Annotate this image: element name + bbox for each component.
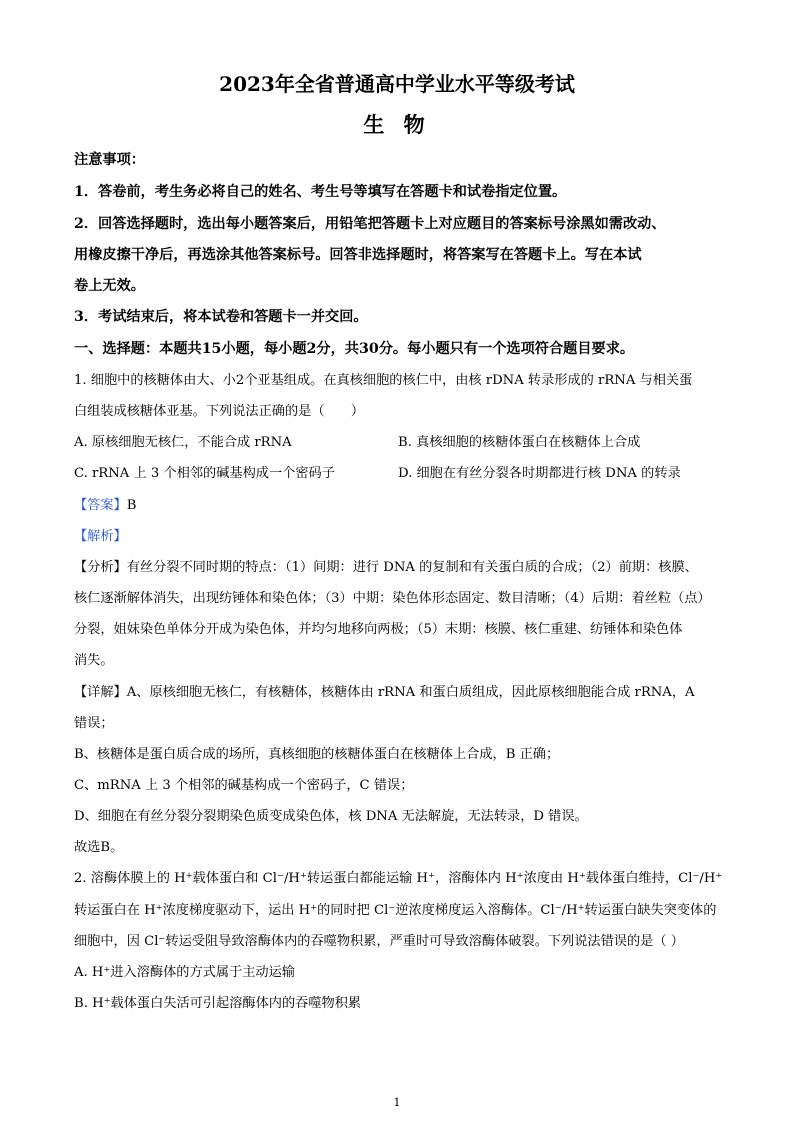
- q1-detail-d: D、细胞在有丝分裂分裂期染色质变成染色体，核 DNA 无法解旋，无法转录，D 错误。: [74, 809, 588, 824]
- fenxi-tag: 【分析】: [74, 560, 127, 575]
- q2-stem-cont: 转运蛋白在 H⁺浓度梯度驱动下，运出 H⁺的同时把 Cl⁻逆浓度梯度运入溶酶体。Cl⁻/H⁺转运蛋白缺失突变体的: [74, 903, 717, 918]
- q1-conclusion: 故选B。: [74, 840, 124, 855]
- q1-option-b: B. 真核细胞的核糖体蛋白在核糖体上合成: [398, 435, 641, 450]
- q1-stem: 1. 细胞中的核糖体由大、小2个亚基组成。在真核细胞的核仁中，由核 rDNA 转录形成的 rRNA 与相关蛋: [74, 373, 693, 388]
- q1-detail-cont: 错误；: [74, 716, 114, 731]
- q1-detail-c: C、mRNA 上 3 个相邻的碱基构成一个密码子，C 错误；: [74, 778, 414, 793]
- q1-analysis: [74, 528, 127, 546]
- notice-item-1: 1．答卷前，考生务必将自己的姓名、考生号等填写在答题卡和试卷指定位置。: [74, 184, 567, 200]
- notice-item-2: 2．回答选择题时，选出每小题答案后，用铅笔把答题卡上对应题目的答案标号涂黑如需改动、: [74, 216, 666, 232]
- q1-answer: [74, 497, 136, 515]
- section-heading: 一、选择题：本题共15小题，每小题2分，共30分。每小题只有一个选项符合题目要求。: [74, 341, 635, 357]
- q2-stem-cont: 细胞中，因 Cl⁻转运受阻导致溶酶体内的吞噬物积累，严重时可导致溶酶体破裂。下列说法错误的是（ ）: [74, 934, 684, 949]
- q1-option-c: C. rRNA 上 3 个相邻的碱基构成一个密码子: [74, 466, 335, 481]
- notice-item-2-cont: 用橡皮擦干净后，再选涂其他答案标号。回答非选择题时，将答案写在答题卡上。写在本试: [74, 247, 642, 263]
- q1-option-a: A. 原核细胞无核仁，不能合成 rRNA: [74, 435, 292, 450]
- answer-value: B: [126, 498, 137, 513]
- q1-detail: [74, 684, 695, 702]
- exam-title: 2023年全省普通高中学业水平等级考试: [219, 72, 575, 96]
- notice-heading: 注意事项：: [74, 152, 145, 168]
- answer-tag: 【答案】: [74, 498, 127, 513]
- notice-item-3: 3．考试结束后，将本试卷和答题卡一并交回。: [74, 309, 368, 325]
- q1-detail-b: B、核糖体是蛋白质合成的场所，真核细胞的核糖体蛋白在核糖体上合成，B 正确；: [74, 747, 560, 762]
- q1-option-d: D. 细胞在有丝分裂各时期都进行核 DNA 的转录: [398, 466, 681, 481]
- detail-text: A、原核细胞无核仁，有核糖体，核糖体由 rRNA 和蛋白质组成，因此原核细胞能合成 rRNA，A: [126, 685, 695, 700]
- fenxi-text: 有丝分裂不同时期的特点：（1）间期：进行 DNA 的复制和有关蛋白质的合成；（2）前期：核膜、: [126, 560, 698, 575]
- page-number: 1: [393, 1096, 401, 1109]
- notice-item-2-cont: 卷上无效。: [74, 278, 145, 294]
- q1-fenxi-cont: 分裂，姐妹染色单体分开成为染色体，并均匀地移向两极；（5）末期：核膜、核仁重建、纺锤体和染色体: [74, 622, 683, 637]
- q1-fenxi-cont: 核仁逐渐解体消失，出现纺锤体和染色体；（3）中期：染色体形态固定、数目清晰；（4）后期：着丝粒（点）: [74, 591, 711, 606]
- q1-stem-cont: 白组装成核糖体亚基。下列说法正确的是（ ）: [74, 404, 365, 419]
- subject-title: 生 物: [363, 112, 431, 137]
- q2-option-b: B. H⁺载体蛋白失活可引起溶酶体内的吞噬物积累: [74, 996, 362, 1011]
- q1-fenxi-cont: 消失。: [74, 653, 114, 668]
- q2-option-a: A. H⁺进入溶酶体的方式属于主动运输: [74, 965, 295, 980]
- q1-fenxi: [74, 559, 698, 577]
- analysis-tag: 【解析】: [74, 529, 127, 544]
- detail-tag: 【详解】: [74, 685, 127, 700]
- q2-stem: 2. 溶酶体膜上的 H⁺载体蛋白和 Cl⁻/H⁺转运蛋白都能运输 H⁺，溶酶体内 H⁺浓度由 H⁺载体蛋白维持，Cl⁻/H⁺: [74, 871, 723, 886]
